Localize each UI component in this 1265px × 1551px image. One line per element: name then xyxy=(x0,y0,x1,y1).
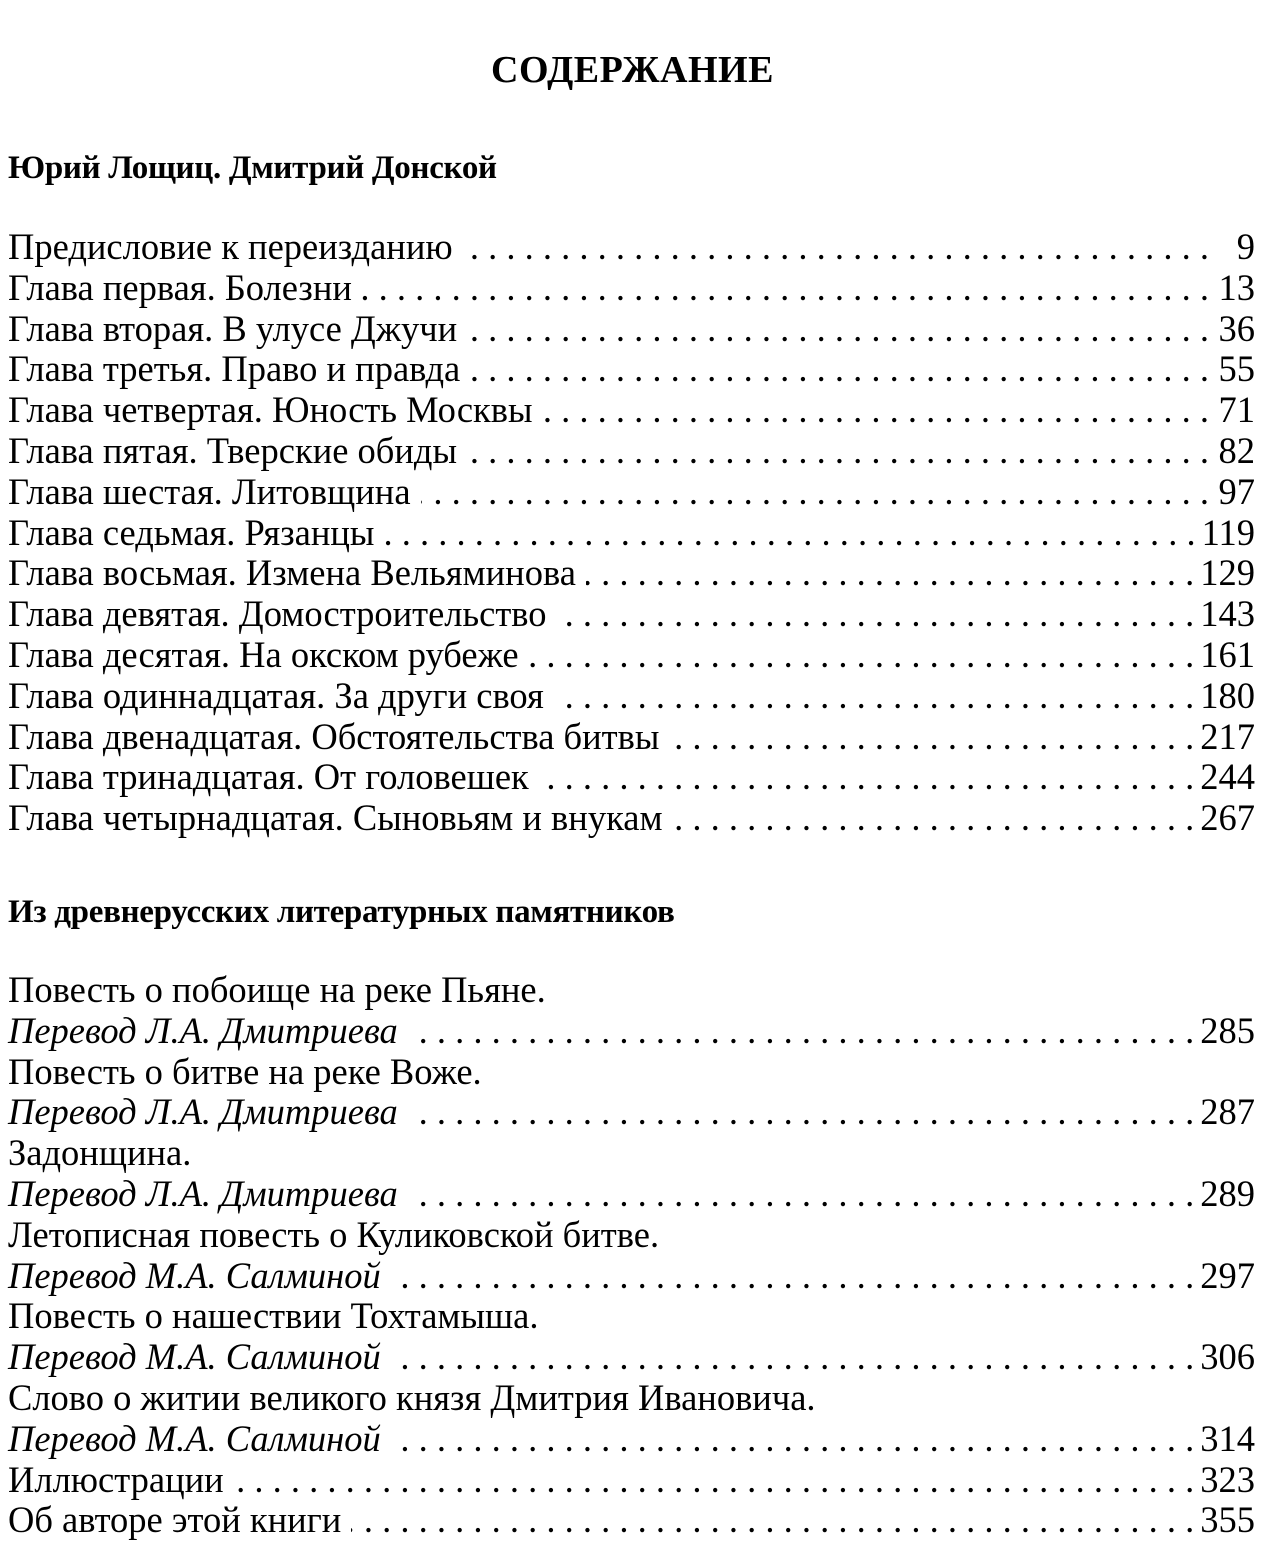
toc-translation-title: Перевод Л.А. Дмитриева xyxy=(8,1009,398,1051)
toc-entry-row[interactable] xyxy=(8,798,1255,839)
toc-entry-title: Глава первая. Болезни xyxy=(8,266,352,308)
toc-entry-page-number: 129 xyxy=(1200,552,1255,594)
toc-translation-title: Перевод М.А. Салминой xyxy=(8,1336,381,1378)
toc-translation-row[interactable] xyxy=(8,1256,1255,1297)
toc-entry-row[interactable] xyxy=(8,309,1255,350)
toc-entry-title: Глава третья. Право и правда xyxy=(8,348,461,390)
toc-entry-page-number: 36 xyxy=(1218,307,1255,349)
dot-leader xyxy=(391,1337,1195,1378)
dot-leader xyxy=(586,553,1194,594)
section-heading-old-russian: Из древнерусских литературных памятников xyxy=(8,894,675,930)
toc-entry-title: Глава вторая. В улусе Джучи xyxy=(8,307,458,349)
toc-entry-row[interactable] xyxy=(8,349,1255,390)
toc-entry-row[interactable] xyxy=(8,757,1255,798)
toc-entry-row[interactable] xyxy=(8,553,1255,594)
toc-entry-page-number: 9 xyxy=(1236,226,1255,267)
toc-entry-row[interactable] xyxy=(8,472,1255,513)
toc-entry-title: Глава восьмая. Измена Вельяминова xyxy=(8,552,576,594)
dot-leader xyxy=(467,431,1209,472)
toc-entry-title: Глава четвертая. Юность Москвы xyxy=(8,389,533,431)
toc-entry-page-number: 244 xyxy=(1200,756,1255,798)
dot-leader xyxy=(408,1092,1194,1133)
dot-leader xyxy=(554,676,1194,717)
toc-work-title: Задонщина. xyxy=(8,1132,192,1174)
dot-leader xyxy=(467,309,1209,350)
toc-translation-title: Перевод М.А. Салминой xyxy=(8,1254,381,1296)
toc-entry-row[interactable] xyxy=(8,594,1255,635)
toc-entry-row[interactable] xyxy=(8,390,1255,431)
dot-leader xyxy=(408,1011,1194,1052)
toc-entry-row[interactable] xyxy=(8,717,1255,758)
toc-entry-row[interactable] xyxy=(8,635,1255,676)
toc-entry-page-number: 82 xyxy=(1218,429,1255,471)
toc-entry-title: Глава пятая. Тверские обиды xyxy=(8,429,457,471)
toc-entry-row[interactable] xyxy=(8,268,1255,309)
dot-leader xyxy=(408,1174,1194,1215)
toc-translation-page-number: 287 xyxy=(1200,1091,1255,1133)
toc-entry-page-number: 180 xyxy=(1200,674,1255,716)
toc-entry-row[interactable] xyxy=(8,513,1255,554)
toc-translation-row[interactable] xyxy=(8,1092,1255,1133)
toc-translation-row[interactable] xyxy=(8,1419,1255,1460)
toc-section-loshchits xyxy=(8,227,1255,839)
toc-entry-row[interactable] xyxy=(8,431,1255,472)
toc-entry-page-number: 267 xyxy=(1200,797,1255,839)
toc-translation-title: Перевод М.А. Салминой xyxy=(8,1417,381,1459)
toc-entry-page-number: 119 xyxy=(1201,511,1255,553)
dot-leader xyxy=(669,717,1194,758)
dot-leader xyxy=(470,349,1209,390)
toc-work-title: Повесть о нашествии Тохтамыша. xyxy=(8,1295,539,1337)
toc-translation-page-number: 297 xyxy=(1200,1254,1255,1296)
dot-leader xyxy=(543,390,1209,431)
page-title: СОДЕРЖАНИЕ xyxy=(491,49,774,91)
dot-leader xyxy=(384,513,1195,554)
toc-entry-title: Глава тринадцатая. От головешек xyxy=(8,756,529,798)
toc-extra-page-number: 323 xyxy=(1200,1458,1255,1500)
toc-translation-row[interactable] xyxy=(8,1337,1255,1378)
dot-leader xyxy=(362,268,1209,309)
dot-leader xyxy=(539,757,1195,798)
toc-extra-title: Об авторе этой книги xyxy=(8,1499,342,1541)
dot-leader xyxy=(391,1256,1195,1297)
dot-leader xyxy=(463,227,1209,268)
toc-entry-row[interactable] xyxy=(8,227,1255,268)
toc-translation-page-number: 314 xyxy=(1200,1417,1255,1459)
toc-extra-page-number: 355 xyxy=(1200,1499,1255,1541)
toc-entry-title: Глава десятая. На окском рубеже xyxy=(8,633,519,675)
dot-leader xyxy=(529,635,1195,676)
toc-entry-title: Глава шестая. Литовщина xyxy=(8,470,411,512)
toc-entry-title: Предисловие к переизданию xyxy=(8,226,453,267)
toc-entry-row[interactable] xyxy=(8,676,1255,717)
toc-entry-page-number: 217 xyxy=(1200,715,1255,757)
toc-entry-page-number: 97 xyxy=(1218,470,1255,512)
toc-entry-page-number: 161 xyxy=(1200,633,1255,675)
section-heading-loshchits: Юрий Лощиц. Дмитрий Донской xyxy=(8,150,497,186)
dot-leader xyxy=(351,1500,1194,1541)
toc-section-old-russian xyxy=(8,970,1255,1541)
dot-leader xyxy=(673,798,1195,839)
toc-extra-row[interactable] xyxy=(8,1460,1255,1501)
toc-translation-title: Перевод Л.А. Дмитриева xyxy=(8,1172,398,1214)
dot-leader xyxy=(234,1460,1195,1501)
toc-entry-page-number: 143 xyxy=(1200,593,1255,635)
toc-work-title: Летописная повесть о Куликовской битве. xyxy=(8,1213,660,1255)
toc-translation-title: Перевод Л.А. Дмитриева xyxy=(8,1091,398,1133)
toc-extra-row[interactable] xyxy=(8,1500,1255,1541)
toc-translation-page-number: 306 xyxy=(1200,1336,1255,1378)
toc-entry-title: Глава седьмая. Рязанцы xyxy=(8,511,375,553)
toc-entry-title: Глава девятая. Домостроительство xyxy=(8,593,547,635)
toc-translation-page-number: 289 xyxy=(1200,1172,1255,1214)
toc-entry-title: Глава одиннадцатая. За други своя xyxy=(8,674,544,716)
toc-work-title: Повесть о побоище на реке Пьяне. xyxy=(8,969,546,1010)
toc-extra-title: Иллюстрации xyxy=(8,1458,224,1500)
toc-work-title: Слово о житии великого князя Дмитрия Ивановича. xyxy=(8,1376,816,1418)
dot-leader xyxy=(421,472,1209,513)
toc-entry-title: Глава двенадцатая. Обстоятельства битвы xyxy=(8,715,660,757)
toc-entry-title: Глава четырнадцатая. Сыновьям и внукам xyxy=(8,797,663,839)
toc-translation-page-number: 285 xyxy=(1200,1009,1255,1051)
toc-translation-row[interactable] xyxy=(8,1011,1255,1052)
dot-leader xyxy=(557,594,1195,635)
toc-translation-row[interactable] xyxy=(8,1174,1255,1215)
toc-work-title: Повесть о битве на реке Воже. xyxy=(8,1050,482,1092)
toc-entry-page-number: 71 xyxy=(1218,389,1255,431)
toc-entry-page-number: 55 xyxy=(1218,348,1255,390)
dot-leader xyxy=(391,1419,1195,1460)
toc-entry-page-number: 13 xyxy=(1218,266,1255,308)
